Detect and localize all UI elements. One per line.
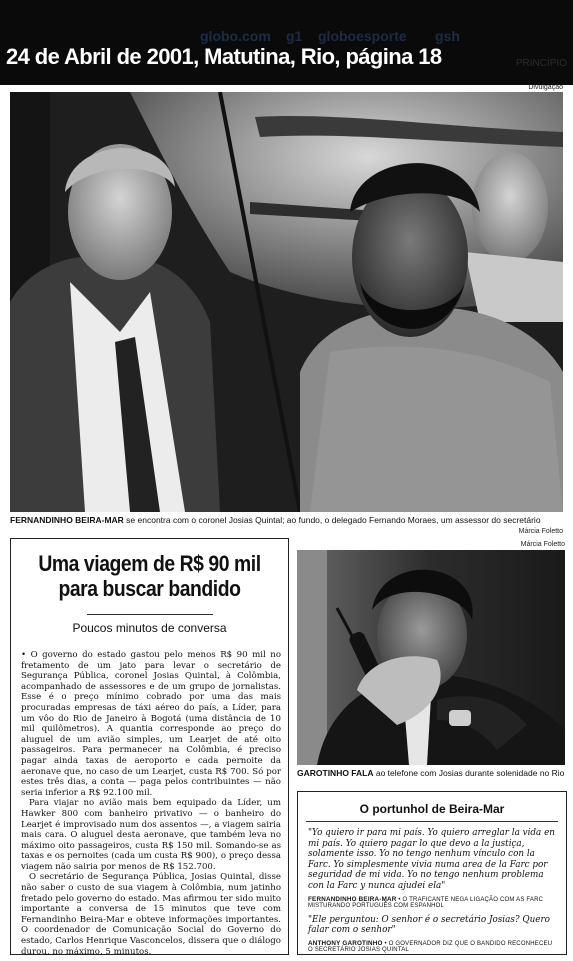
sub-credit: Márcia Foletto (518, 528, 563, 535)
article-paragraph: Para viajar no avião mais bem equipado da Líder, um Hawker 800 com banheiro privativo — o banheiro do Learjet é improvisado num dos assentos —, a viagem sairia mais cara. O aluguel desta aeronave, que também leva no máximo oito passageiros, custa R$ 150 mil. Somando-se as taxas e os pernoites (cada um custa R$ 900), o preço dessa viagem não sairia por menos de R$ 152.700. (21, 798, 281, 872)
brand-globoesporte[interactable]: globoesporte (318, 28, 407, 44)
article-subhead: Poucos minutos de conversa (72, 621, 227, 635)
second-photo-caption (297, 768, 564, 778)
brand-globo[interactable]: globo.com (200, 28, 271, 44)
quote-2-note: • O GOVERNADOR DIZ QUE O BANDIDO RECONHECEU O SECRETÁRIO JOSIAS QUINTAL (308, 940, 553, 953)
quote-2-attribution (308, 940, 556, 953)
article-box (10, 538, 289, 955)
photo2-credit: Márcia Foletto (520, 541, 565, 548)
quote-1: "Yo quiero ir para mi país. Yo quiero arreglar la vida en mi país. Yo quiero pagar lo que devo a la justiça, solamente isso. Yo no tengo nenhum vínculo con la Farc. Yo simplesmente vivia numa area de la Farc por seguridad de mi vida. Yo no tengo nenhum problema con la Farc y nunca ajudei ela" (308, 828, 555, 891)
second-photo-image (297, 550, 565, 765)
quote-2: "Ele perguntou: O senhor é o secretário Josias? Quero falar com o senhor" (308, 914, 550, 936)
main-photo (10, 92, 563, 512)
caption2-text: ao telefone com Josias durante solenidade no Rio (373, 768, 565, 778)
article-paragraph: O secretário de Segurança Pública, Josias Quintal, disse não saber o custo de sua viagem à Colômbia, num jatinho fretado pelo governo do estado. Mas afirmou ter sido muito importante a conversa de 15 minutos que teve com Fernandinho Beira-Mar e obteve informações importantes. O coordenador de Comunicação Social do Governo do estado, Carlos Henrique Vasconcelos, dissera que o diálogo durou, no máximo, 5 minutos. (21, 872, 281, 957)
quote-box (297, 791, 567, 955)
top-banner (0, 0, 573, 85)
caption-text: se encontra com o coronel Josias Quintal; ao fundo, o delegado Fernando Moraes, um assessor do secretário (123, 515, 541, 525)
article-paragraph: • O governo do estado gastou pelo menos R$ 90 mil no fretamento de um jato para levar o secretário de Segurança Pública, coronel Josias Quintal, à Colômbia, acompanhado de assessores e de um grupo de jornalistas. Esse é o preço mínimo cobrado por uma das mais procuradas empresas de táxi aéreo do país, a Líder, para um vôo do Rio de Janeiro à Bogotá (uma distância de 10 mil quilômetros). A quantia corresponde ao preço do aluguel de um avião simples, um Learjet de até oito passageiros. Para permanecer na Colômbia, é preciso pagar ainda taxas de aeroporto e cada pernoite da aeronave que, no caso de um Learjet, custa R$ 700. Só por estes três dias, a conta — paga pelos contribuintes — não seria inferior a R$ 92.100 mil. (21, 650, 281, 798)
article-headline: Uma viagem de R$ 90 mil para buscar bandido (38, 551, 261, 601)
main-photo-image (10, 92, 563, 512)
quote-1-author: FERNANDINHO BEIRA-MAR (308, 895, 397, 903)
caption-name: FERNANDINHO BEIRA-MAR (10, 515, 124, 525)
photo-credit: Divulgação (528, 84, 563, 91)
second-photo (297, 550, 565, 765)
page-title: 24 de Abril de 2001, Matutina, Rio, página 18 (6, 44, 442, 69)
right-label[interactable]: PRINCÍPIO (515, 58, 567, 69)
quote-box-title: O portunhol de Beira-Mar (359, 802, 505, 816)
article-body (21, 650, 281, 957)
main-photo-caption (10, 515, 563, 525)
quote-1-note: • O TRAFICANTE NEGA LIGAÇÃO COM AS FARC MISTURANDO PORTUGUÊS COM ESPANHOL (308, 896, 544, 909)
quote-2-author: ANTHONY GAROTINHO (308, 939, 383, 947)
caption2-name: GAROTINHO FALA (297, 768, 374, 778)
quote-box-rule (306, 821, 558, 822)
subhead-rule (87, 614, 213, 615)
brand-g1[interactable]: g1 (286, 28, 303, 44)
brand-gsh[interactable]: gsh (435, 28, 460, 44)
quote-1-attribution (308, 896, 556, 909)
